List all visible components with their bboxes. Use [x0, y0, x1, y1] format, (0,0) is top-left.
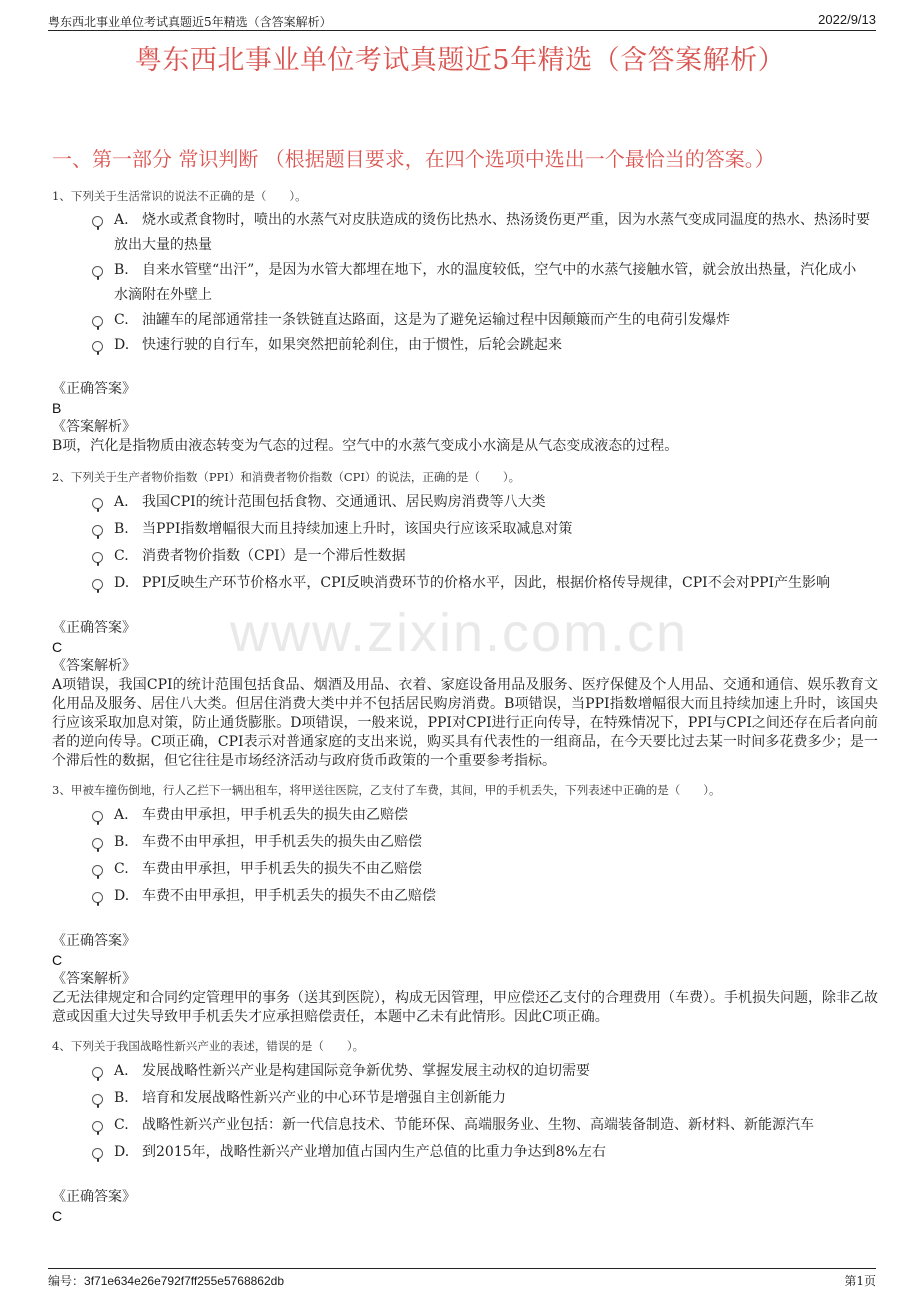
answer-label: 《正确答案》 — [52, 1189, 136, 1205]
radio-icon[interactable] — [92, 498, 103, 509]
option-text: 车费由甲承担，甲手机丢失的损失不由乙赔偿 — [142, 861, 422, 877]
option-b[interactable] — [52, 516, 878, 543]
option-letter: D. — [114, 575, 130, 591]
analysis-text: A项错误，我国CPI的统计范围包括食品、烟酒及用品、衣着、家庭设备用品及服务、医疗保健及个人用品、交通和通信、娱乐教育文化用品及服务、居住八大类。但居住消费大类中并不包括居民购房消费。B项错误，当PPI指数增幅很大而且持续加速上升时，该国央行应该采取加息对策，防止通货膨胀。D项错误，一般来说，PPI对CPI进行正向传导，在特殊情况下，PPI与CPI之间还存在后者向前者的逆向传导。C项正确，CPI表示对普通家庭的支出来说，购买具有代表性的一组商品，在今天要比过去某一时间多花费多少；是一个滞后性的数据，但它往往是市场经济活动与政府货币政策的一个重要参考指标。 — [52, 677, 878, 769]
option-letter: C. — [114, 312, 129, 328]
analysis-text: B项，汽化是指物质由液态转变为气态的过程。空气中的水蒸气变成小水滴是从气态变成液态的过程。 — [52, 438, 679, 454]
option-text: 油罐车的尾部通常挂一条铁链直达路面，这是为了避免运输过程中因颠簸而产生的电荷引发爆炸 — [142, 312, 730, 328]
option-b[interactable] — [52, 829, 878, 856]
option-b[interactable] — [52, 1085, 878, 1112]
question-stem: 2、下列关于生产者物价指数（PPI）和消费者物价指数（CPI）的说法，正确的是（ ）。 — [52, 470, 521, 484]
option-text: 车费不由甲承担，甲手机丢失的损失不由乙赔偿 — [142, 888, 436, 904]
page-number: 第1页 — [844, 1274, 876, 1288]
radio-icon[interactable] — [92, 341, 103, 352]
option-a[interactable] — [52, 1058, 878, 1085]
question-list — [52, 187, 878, 1226]
option-d[interactable] — [52, 333, 878, 358]
option-text: 车费不由甲承担，甲手机丢失的损失由乙赔偿 — [142, 834, 422, 850]
answer-block — [52, 1188, 878, 1226]
radio-icon[interactable] — [92, 525, 103, 536]
option-letter: B. — [114, 1090, 129, 1106]
option-c[interactable] — [52, 856, 878, 883]
radio-icon[interactable] — [92, 1121, 103, 1132]
option-text: 消费者物价指数（CPI）是一个滞后性数据 — [142, 548, 406, 564]
document-code — [48, 1272, 284, 1289]
option-letter: C. — [114, 861, 129, 877]
radio-icon[interactable] — [92, 579, 103, 590]
option-a[interactable] — [52, 489, 878, 516]
radio-icon[interactable] — [92, 552, 103, 563]
answer-block — [52, 619, 878, 771]
option-d[interactable] — [52, 883, 878, 910]
option-text: PPI反映生产环节价格水平，CPI反映消费环节的价格水平，因此，根据价格传导规律，CPI不会对PPI产生影响 — [142, 575, 831, 591]
option-text: 战略性新兴产业包括：新一代信息技术、节能环保、高端服务业、生物、高端装备制造、新材料、新能源汽车 — [142, 1117, 814, 1133]
option-letter: A. — [114, 212, 129, 228]
option-c[interactable] — [52, 1112, 878, 1139]
header-doc-title: 粤东西北事业单位考试真题近5年精选（含答案解析） — [48, 15, 332, 29]
radio-icon[interactable] — [92, 216, 103, 227]
option-text: 到2015年，战略性新兴产业增加值占国内生产总值的比重力争达到8%左右 — [142, 1144, 606, 1160]
question-2 — [52, 468, 878, 771]
option-text: 烧水或煮食物时，喷出的水蒸气对皮肤造成的烫伤比热水、热汤烫伤更严重，因为水蒸气变成同温度的热水、热汤时要放出大量的热量 — [114, 212, 870, 253]
option-list — [52, 208, 878, 358]
option-letter: B. — [114, 834, 129, 850]
option-letter: A. — [114, 494, 129, 510]
option-list — [52, 1058, 878, 1166]
answer-value: C — [52, 639, 63, 655]
option-list — [52, 802, 878, 910]
radio-icon[interactable] — [92, 266, 103, 277]
analysis-label: 《答案解析》 — [52, 658, 136, 674]
option-letter: A. — [114, 1063, 129, 1079]
option-letter: C. — [114, 548, 129, 564]
answer-label: 《正确答案》 — [52, 381, 136, 397]
page-header — [48, 12, 876, 31]
answer-block — [52, 380, 878, 456]
question-3 — [52, 781, 878, 1027]
option-b[interactable] — [52, 258, 878, 308]
option-text: 车费由甲承担，甲手机丢失的损失由乙赔偿 — [142, 807, 408, 823]
radio-icon[interactable] — [92, 1148, 103, 1159]
answer-value: C — [52, 952, 63, 968]
option-text: 自来水管壁“出汗”，是因为水管大都埋在地下，水的温度较低，空气中的水蒸气接触水管，就会放出热量，汽化成小水滴附在外壁上 — [114, 262, 857, 303]
radio-icon[interactable] — [92, 838, 103, 849]
answer-value: C — [52, 1208, 63, 1224]
code-value: 3f71e634e26e792f7ff255e5768862db — [84, 1274, 285, 1288]
option-text: 培育和发展战略性新兴产业的中心环节是增强自主创新能力 — [142, 1090, 506, 1106]
question-4 — [52, 1037, 878, 1226]
option-letter: B. — [114, 262, 129, 278]
question-stem: 1、下列关于生活常识的说法不正确的是（ ）。 — [52, 189, 307, 203]
question-stem: 3、甲被车撞伤倒地，行人乙拦下一辆出租车，将甲送往医院，乙支付了车费，其间，甲的手机丢失，下列表述中正确的是（ ）。 — [52, 783, 721, 797]
analysis-label: 《答案解析》 — [52, 971, 136, 987]
option-text: 当PPI指数增幅很大而且持续加速上升时，该国央行应该采取减息对策 — [142, 521, 573, 537]
option-list — [52, 489, 878, 597]
option-letter: A. — [114, 807, 129, 823]
option-c[interactable] — [52, 543, 878, 570]
answer-value: B — [52, 400, 62, 416]
option-a[interactable] — [52, 208, 878, 258]
radio-icon[interactable] — [92, 811, 103, 822]
answer-block — [52, 932, 878, 1027]
question-stem: 4、下列关于我国战略性新兴产业的表述，错误的是（ ）。 — [52, 1039, 365, 1053]
option-d[interactable] — [52, 570, 878, 597]
question-1 — [52, 187, 878, 456]
option-c[interactable] — [52, 308, 878, 333]
radio-icon[interactable] — [92, 865, 103, 876]
answer-label: 《正确答案》 — [52, 933, 136, 949]
document-title: 粤东西北事业单位考试真题近5年精选（含答案解析） — [134, 45, 786, 76]
section-heading: 一、第一部分 常识判断 （根据题目要求，在四个选项中选出一个最恰当的答案。） — [52, 147, 775, 171]
option-letter: D. — [114, 1144, 130, 1160]
radio-icon[interactable] — [92, 316, 103, 327]
option-text: 发展战略性新兴产业是构建国际竞争新优势、掌握发展主动权的迫切需要 — [142, 1063, 590, 1079]
radio-icon[interactable] — [92, 1067, 103, 1078]
option-text: 快速行驶的自行车，如果突然把前轮刹住，由于惯性，后轮会跳起来 — [142, 337, 562, 353]
radio-icon[interactable] — [92, 1094, 103, 1105]
answer-label: 《正确答案》 — [52, 620, 136, 636]
page-footer — [48, 1268, 876, 1289]
option-text: 我国CPI的统计范围包括食物、交通通讯、居民购房消费等八大类 — [142, 494, 546, 510]
option-letter: D. — [114, 337, 130, 353]
header-date: 2022/9/13 — [818, 12, 876, 27]
option-a[interactable] — [52, 802, 878, 829]
radio-icon[interactable] — [92, 892, 103, 903]
analysis-text: 乙无法律规定和合同约定管理甲的事务（送其到医院），构成无因管理，甲应偿还乙支付的合理费用（车费）。手机损失问题，除非乙故意或因重大过失导致甲手机丢失才应承担赔偿责任，本题中乙未有此情形。因此C项正确。 — [52, 990, 878, 1025]
option-letter: D. — [114, 888, 130, 904]
option-d[interactable] — [52, 1139, 878, 1166]
option-letter: B. — [114, 521, 129, 537]
watermark: www.zixin.com.cn — [230, 603, 689, 663]
code-label: 编号： — [48, 1274, 85, 1288]
option-letter: C. — [114, 1117, 129, 1133]
analysis-label: 《答案解析》 — [52, 419, 136, 435]
